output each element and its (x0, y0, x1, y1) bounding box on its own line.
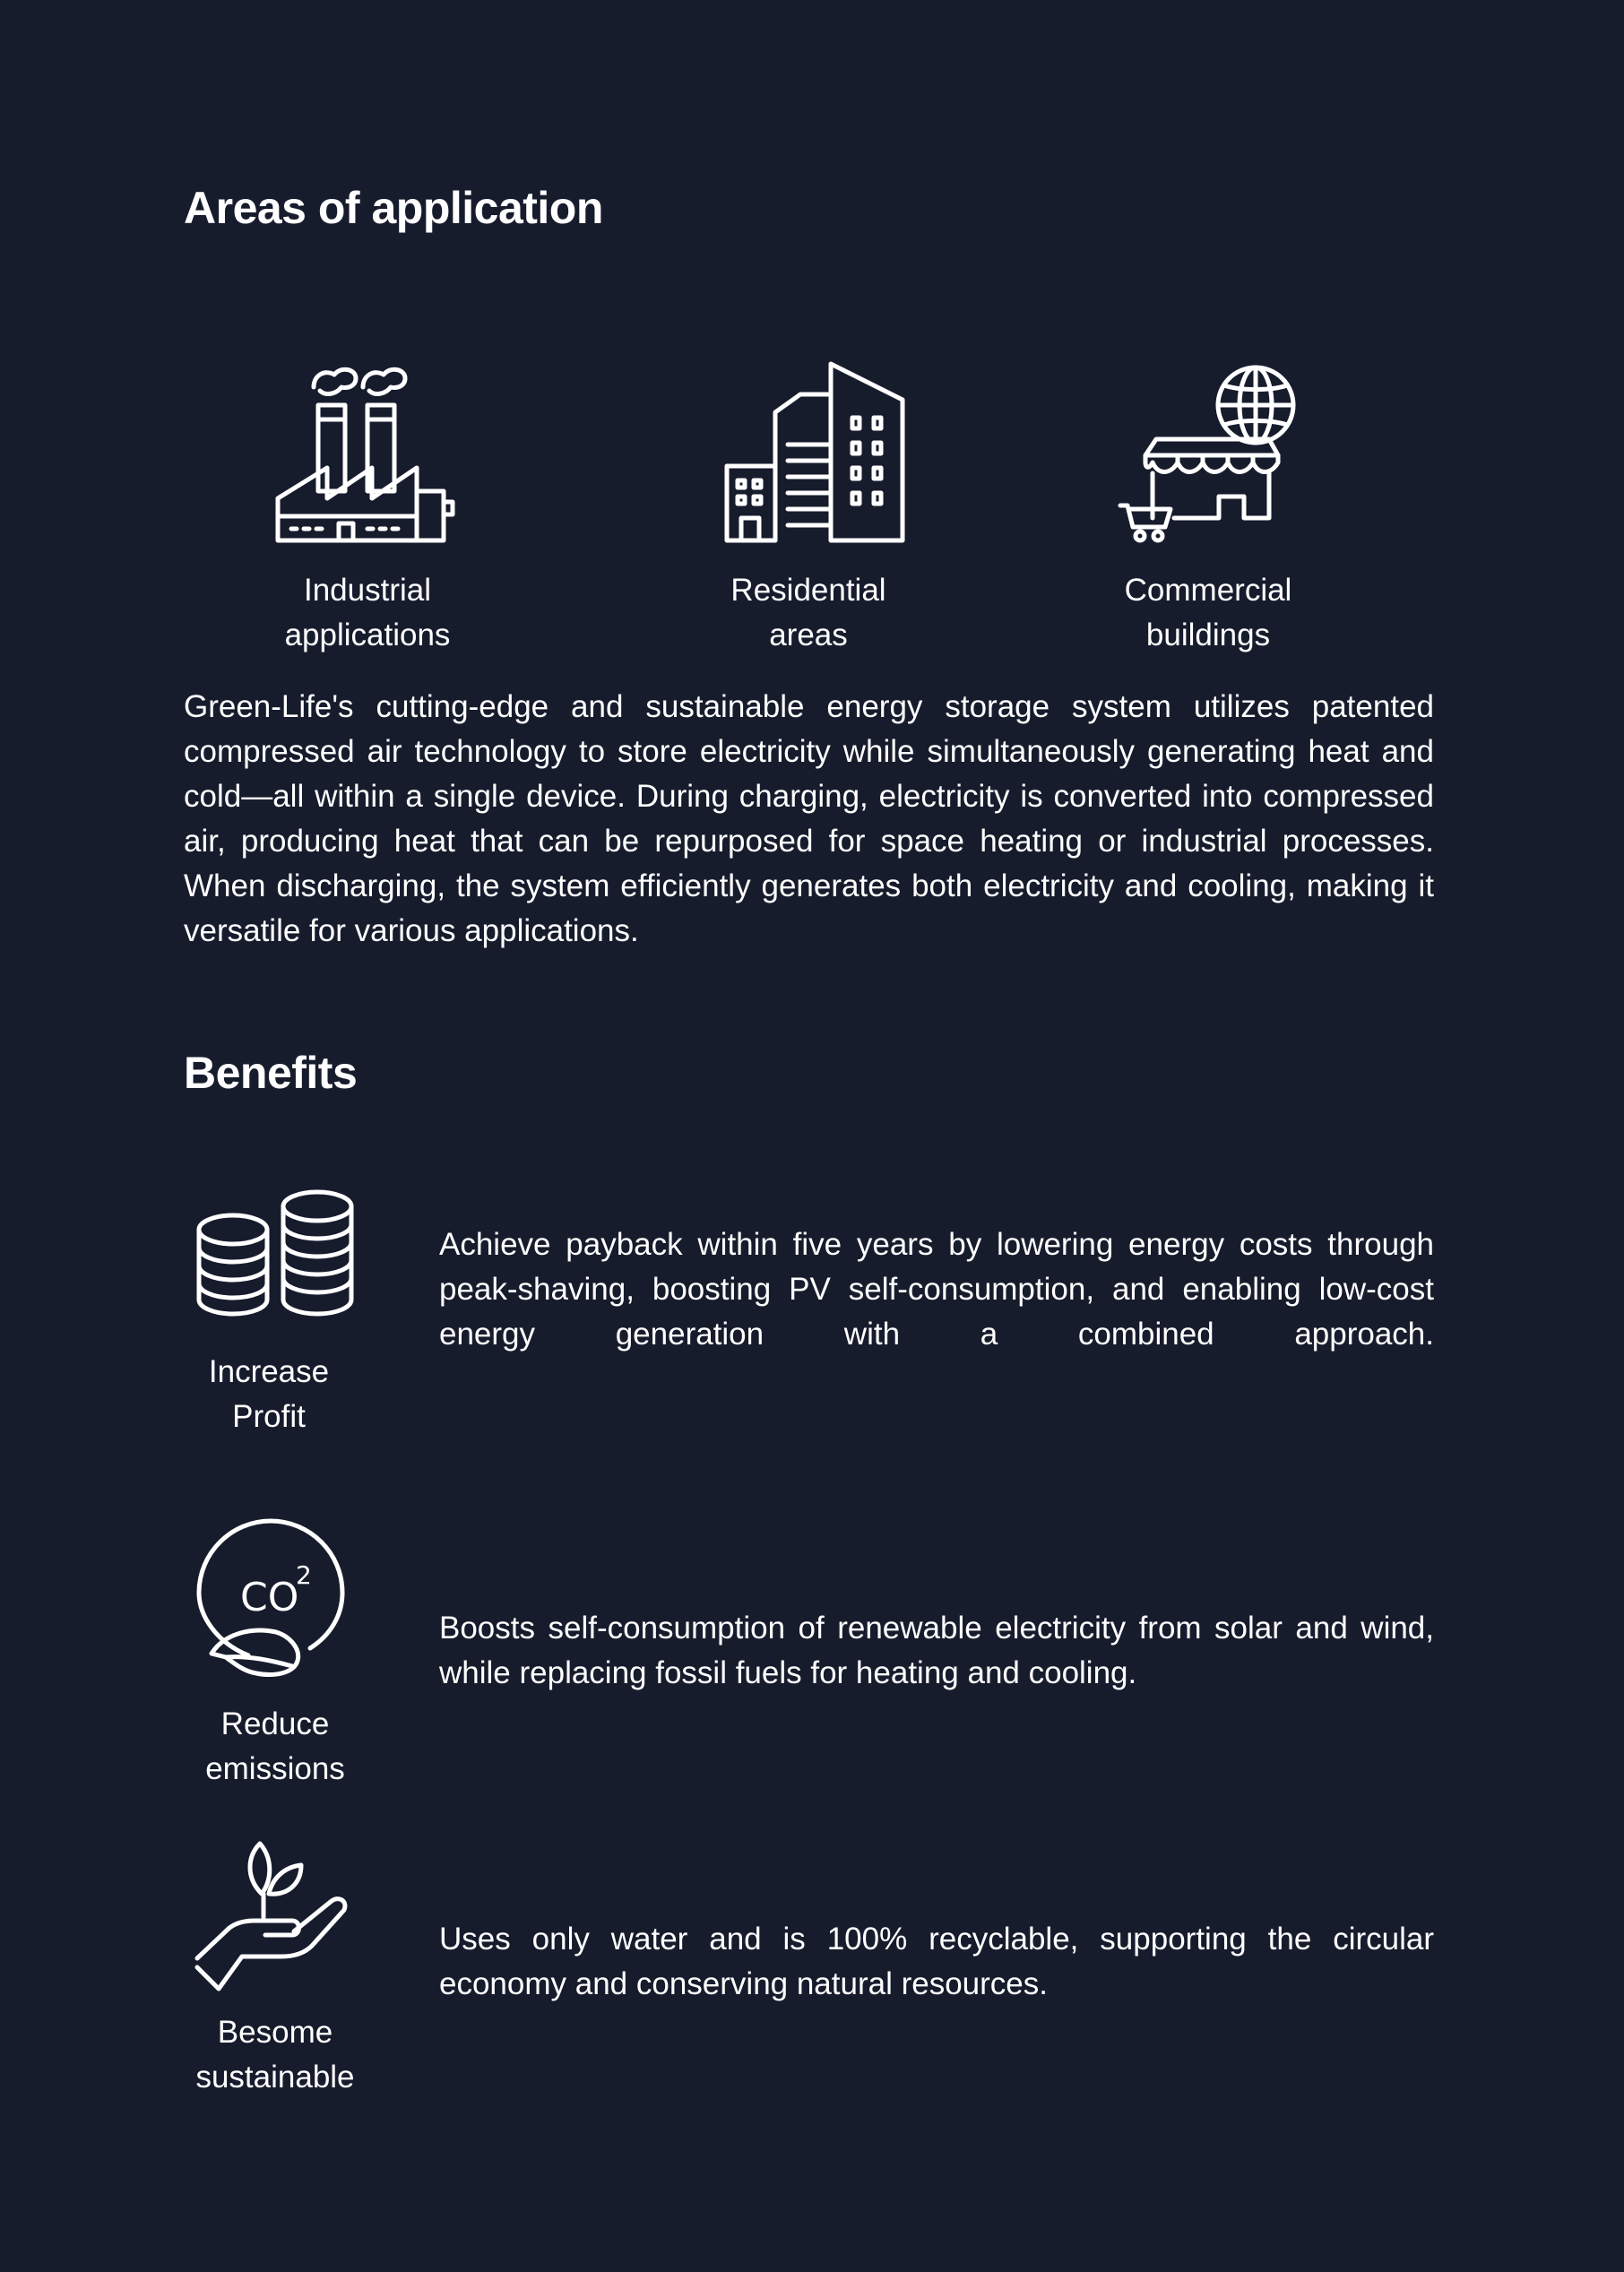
caption-line: Industrial (303, 573, 432, 608)
caption-line: buildings (1145, 618, 1271, 652)
benefit-text-sustainable: Uses only water and is 100% recyclable, supporting the circular economy and conserving natural resources. (439, 1922, 1434, 2001)
areas-description: Green-Life's cutting-edge and sustainable energy storage system utilizes patented compressed air technology to store electricity while simultaneously generating heat and cold—all within a single device. During charging, electricity is converted into compressed air, producing heat that can be repurposed for space heating or industrial processes. When discharging, the system efficiently generates both electricity and cooling, making it versatile for various applications. (184, 689, 1434, 948)
caption-line: Reduce (220, 1706, 330, 1741)
caption-line: Increase (208, 1354, 330, 1389)
benefit-text-profit: Achieve payback within five years by lowering energy costs through peak-shaving, boosting PV self-consumption, and enabling low-cost energy generation with a combined approach. (439, 1227, 1434, 1352)
co2-subscript: 2 (296, 1560, 312, 1590)
caption-line: Commercial (1124, 573, 1292, 608)
caption-residential (674, 568, 943, 658)
caption-line: applications (284, 618, 451, 652)
caption-line: Residential (730, 573, 886, 608)
coins-icon (195, 1188, 357, 1319)
benefits-heading: Benefits (184, 1048, 358, 1098)
buildings-icon (721, 357, 910, 545)
caption-line: Besome (217, 2015, 333, 2050)
co2-text: CO (240, 1575, 299, 1620)
caption-increase-profit (143, 1350, 394, 1439)
hand-plant-icon (195, 1842, 353, 1991)
shop-globe-icon (1119, 364, 1307, 543)
caption-reduce-emissions (150, 1702, 401, 1792)
caption-line: areas (769, 618, 848, 652)
caption-line: Profit (232, 1399, 306, 1434)
factory-icon (273, 357, 462, 545)
caption-line: sustainable (195, 2060, 355, 2095)
areas-heading: Areas of application (184, 183, 603, 233)
caption-besome-sustainable (150, 2010, 401, 2100)
caption-line: emissions (205, 1751, 345, 1786)
caption-commercial (1074, 568, 1343, 658)
caption-industrial (233, 568, 502, 658)
co2-leaf-icon (199, 1521, 351, 1682)
benefit-text-emissions: Boosts self-consumption of renewable electricity from solar and wind, while replacing fossil fuels for heating and cooling. (439, 1611, 1434, 1690)
